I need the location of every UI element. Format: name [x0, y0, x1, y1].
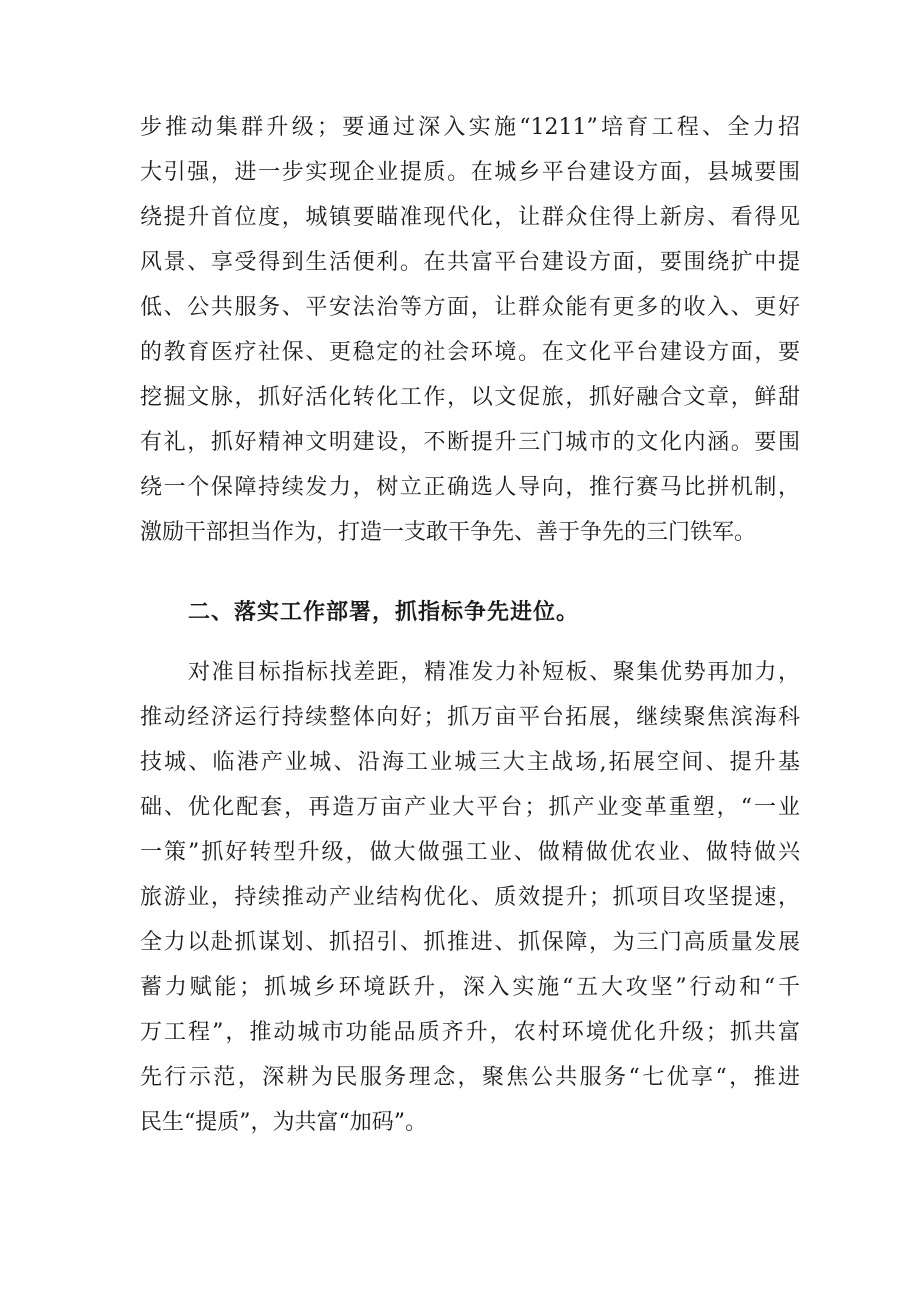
body-text-line: 步推动集群升级；要通过深入实施“1211”培育工程、全力招 — [140, 115, 800, 140]
body-text-line: 低、公共服务、平安法治等方面，让群众能有更多的收入、更好 — [140, 295, 800, 320]
body-text-line: 蓄力赋能；抓城乡环境跃升，深入实施“五大攻坚”行动和“千 — [140, 975, 800, 1000]
body-text-line: 础、优化配套，再造万亩产业大平台；抓产业变革重塑，“一业 — [140, 795, 800, 820]
body-text-line: 技城、临港产业城、沿海工业城三大主战场,拓展空间、提升基 — [140, 750, 800, 775]
body-text-line: 对准目标指标找差距，精准发力补短板、聚集优势再加力， — [188, 660, 800, 685]
body-text-line: 绕提升首位度，城镇要瞄准现代化，让群众住得上新房、看得见 — [140, 205, 800, 230]
body-text-line: 的教育医疗社保、更稳定的社会环境。在文化平台建设方面，要 — [140, 340, 800, 365]
body-text-line: 旅游业，持续推动产业结构优化、质效提升；抓项目攻坚提速， — [140, 885, 800, 910]
body-text-line: 先行示范，深耕为民服务理念，聚焦公共服务“七优享“，推进 — [140, 1065, 800, 1090]
body-text-line: 万工程”，推动城市功能品质齐升，农村环境优化升级；抓共富 — [140, 1020, 800, 1045]
body-text-line: 风景、享受得到生活便利。在共富平台建设方面，要围绕扩中提 — [140, 250, 800, 275]
body-text-line: 绕一个保障持续发力，树立正确选人导向，推行赛马比拼机制， — [140, 475, 800, 500]
body-text-line: 全力以赴抓谋划、抓招引、抓推进、抓保障，为三门高质量发展 — [140, 930, 800, 955]
body-text-line: 推动经济运行持续整体向好；抓万亩平台拓展，继续聚焦滨海科 — [140, 705, 800, 730]
body-text-line: 挖掘文脉，抓好活化转化工作，以文促旅，抓好融合文章，鲜甜 — [140, 385, 800, 410]
body-text-line: 民生“提质”，为共富“加码”。 — [140, 1110, 427, 1135]
body-text-line: 有礼，抓好精神文明建设，不断提升三门城市的文化内涵。要围 — [140, 430, 800, 455]
body-text-line: 大引强，进一步实现企业提质。在城乡平台建设方面，县城要围 — [140, 160, 800, 185]
section-heading: 二、落实工作部署，抓指标争先进位。 — [188, 600, 580, 625]
body-text-line: 激励干部担当作为，打造一支敢干争先、善于争先的三门铁军。 — [140, 520, 757, 545]
body-text-line: 一策”抓好转型升级，做大做强工业、做精做优农业、做特做兴 — [140, 840, 800, 865]
